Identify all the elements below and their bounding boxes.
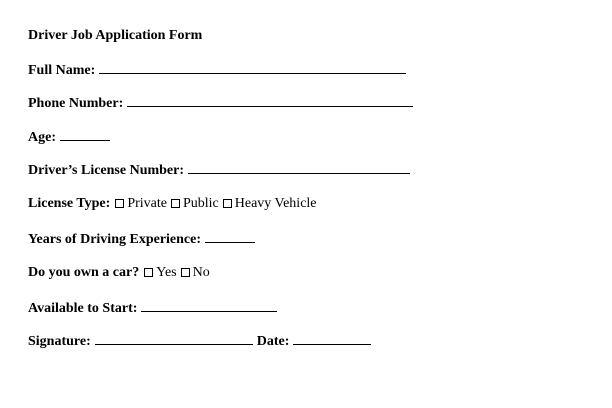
license-number-row xyxy=(28,160,410,180)
license-number-field[interactable] xyxy=(188,160,410,174)
date-field[interactable] xyxy=(293,331,371,345)
no-checkbox[interactable] xyxy=(181,268,190,277)
application-form xyxy=(28,0,598,408)
license-type-label: License Type: xyxy=(28,196,111,211)
full-name-label: Full Name: xyxy=(28,63,96,78)
age-row xyxy=(28,127,110,147)
experience-field[interactable] xyxy=(205,229,255,243)
license-number-label: Driver’s License Number: xyxy=(28,163,185,178)
full-name-field[interactable] xyxy=(99,60,406,74)
yes-checkbox[interactable] xyxy=(144,268,153,277)
heavy-vehicle-checkbox[interactable] xyxy=(223,199,232,208)
signature-field[interactable] xyxy=(95,331,253,345)
experience-label: Years of Driving Experience: xyxy=(28,232,202,247)
age-field[interactable] xyxy=(60,127,110,141)
available-field[interactable] xyxy=(141,298,277,312)
available-label: Available to Start: xyxy=(28,301,138,316)
own-car-label: Do you own a car? xyxy=(28,265,140,280)
phone-field[interactable] xyxy=(127,93,413,107)
full-name-row xyxy=(28,60,406,80)
public-option-label: Public xyxy=(182,196,219,211)
license-type-row xyxy=(28,195,317,213)
date-label: Date: xyxy=(256,334,290,349)
phone-label: Phone Number: xyxy=(28,96,124,111)
available-row xyxy=(28,298,277,318)
signature-row xyxy=(28,331,371,351)
no-option-label: No xyxy=(192,265,210,280)
own-car-row xyxy=(28,264,210,282)
age-label: Age: xyxy=(28,130,56,145)
heavy-vehicle-option-label: Heavy Vehicle xyxy=(234,196,317,211)
private-checkbox[interactable] xyxy=(115,199,124,208)
experience-row xyxy=(28,229,255,249)
private-option-label: Private xyxy=(127,196,167,211)
public-checkbox[interactable] xyxy=(171,199,180,208)
signature-label: Signature: xyxy=(28,334,91,349)
form-title: Driver Job Application Form xyxy=(28,28,203,43)
yes-option-label: Yes xyxy=(156,265,177,280)
phone-row xyxy=(28,93,413,113)
